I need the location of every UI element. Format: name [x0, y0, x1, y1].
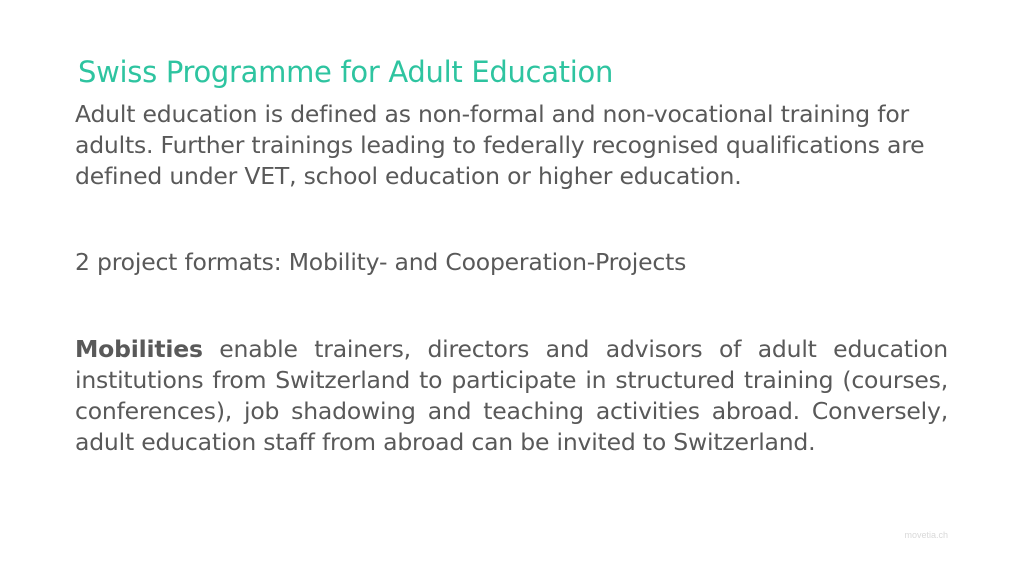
mobilities-heading: Mobilities [75, 335, 203, 363]
mobilities-description: enable trainers, directors and advisors of adult education institutions from Switzerland to participate in structured training (courses, conferences), job shadowing and teaching activities abroad. Conversely, adult education staff from abroad can be invited to Switzerland. [75, 335, 948, 456]
mobilities-paragraph [75, 334, 948, 458]
slide-title: Swiss Programme for Adult Education [78, 55, 614, 89]
project-formats-paragraph: 2 project formats: Mobility- and Cooperation-Projects [75, 248, 687, 276]
definition-paragraph: Adult education is defined as non-formal and non-vocational training for adults. Further trainings leading to federally recognised qualifications are defined under VET, school education or higher education. [75, 100, 925, 190]
footer-brand: movetia.ch [904, 530, 948, 540]
